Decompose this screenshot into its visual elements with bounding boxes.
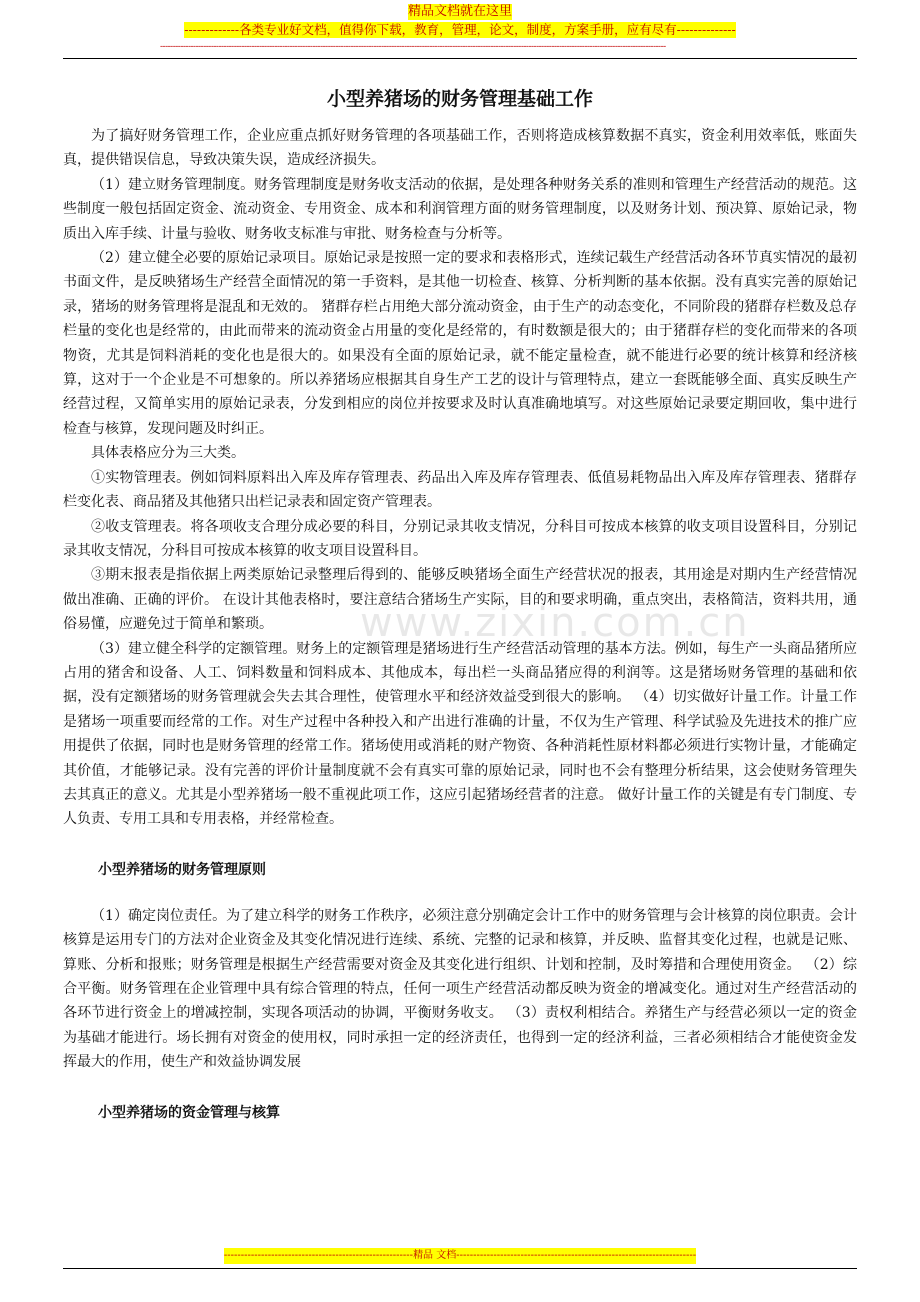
heading-funds: 小型养猪场的资金管理与核算 [98, 1104, 280, 1121]
document-body [63, 86, 857, 1125]
promo-banner [0, 22, 920, 38]
top-banner [0, 4, 920, 20]
promo-banner-text: -------------各类专业好文档，值得你下载，教育，管理，论文，制度，方案手册，应有尽有-------------- [184, 22, 736, 37]
paragraph-quota: （3）建立健全科学的定额管理。财务上的定额管理是猪场进行生产经营活动管理的基本方法。例如，每生产一头商品猪所应占用的猪舍和设备、人工、饲料数量和饲料成本、其他成本，每出栏一头商品猪应得的利润等。这是猪场财务管理的基础和依据，没有定额猪场的财务管理就会失去其合理性，使管理水平和经济效益受到很大的影响。 （4）切实做好计量工作。计量工作是猪场一项重要而经常的工作。对生产过程中各种投入和产出进行准确的计量，不仅为生产管理、科学试验及先进技术的推广应用提供了依据，同时也是财务管理的经常工作。猪场使用或消耗的财产物资、各种消耗性原材料都必须进行实物计量，才能确定其价值，才能够记录。没有完善的评价计量制度就不会有真实可靠的原始记录，同时也不会有整理分析结果，这会使财务管理失去其真正的意义。尤其是小型养猪场一般不重视此项工作，这应引起猪场经营者的注意。 做好计量工作的关键是有专门制度、专人负责、专用工具和专用表格，并经常检查。 [63, 640, 857, 828]
paragraph-records: （2）建立健全必要的原始记录项目。原始记录是按照一定的要求和表格形式，连续记载生产经营活动各环节真实情况的最初书面文件，是反映猪场生产经营全面情况的第一手资料，是其他一切检查、核算、分析判断的基本依据。没有真实完善的原始记录，猪场的财务管理将是混乱和无效的。 猪群存栏占用绝大部分流动资金，由于生产的动态变化，不同阶段的猪群存栏数及总存栏量的变化也是经常的，由此而带来的流动资金占用量的变化是经常的，有时数额是很大的；由于猪群存栏的变化而带来的各项物资，尤其是饲料消耗的变化也是很大的。如果没有全面的原始记录，就不能定量检查，就不能进行必要的统计核算和经济核算，这对于一个企业是不可想象的。所以养猪场应根据其自身生产工艺的设计与管理特点，建立一套既能够全面、真实反映生产经营过程，又简单实用的原始记录表，分发到相应的岗位并按要求及时认真准确地填写。对这些原始记录要定期回收，集中进行检查与核算，发现问题及时纠正。 [63, 250, 857, 437]
paragraph-material-table: ①实物管理表。例如饲料原料出入库及库存管理表、药品出入库及库存管理表、低值易耗物品出入库及库存管理表、猪群存栏变化表、商品猪及其他猪只出栏记录表和固定资产管理表。 [63, 469, 857, 511]
paragraph-system: （1）建立财务管理制度。财务管理制度是财务收支活动的依据，是处理各种财务关系的准则和管理生产经营活动的规范。这些制度一般包括固定资金、流动资金、专用资金、成本和利润管理方面的财务管理制度，以及财务计划、预决算、原始记录，物质出入库手续、计量与验收、财务收支标准与审批、财务检查与分析等。 [63, 176, 857, 242]
footer-banner [160, 1248, 760, 1264]
paragraph-intro: 为了搞好财务管理工作，企业应重点抓好财务管理的各项基础工作，否则将造成核算数据不真实，资金利用效率低，账面失真，提供错误信息，导致决策失误，造成经济损失。 [63, 128, 857, 169]
paragraph-table-types: 具体表格应分为三大类。 [91, 445, 245, 462]
paragraph-income-table: ②收支管理表。将各项收支合理分成必要的科目，分别记录其收支情况，分科目可按成本核算的收支项目设置科目，分别记录其收支情况，分科目可按成本核算的收支项目设置科目。 [63, 518, 857, 559]
footer-rule [63, 1268, 857, 1269]
paragraph-principles: （1）确定岗位责任。为了建立科学的财务工作秩序，必须注意分别确定会计工作中的财务管理与会计核算的岗位职责。会计核算是运用专门的方法对企业资金及其变化情况进行连续、系统、完整的记录和核算，并反映、监督其变化过程，也就是记账、算账、分析和报账；财务管理是根据生产经营需要对资金及其变化进行组织、计划和控制，及时筹措和合理使用资金。 （2）综合平衡。财务管理在企业管理中具有综合管理的特点，任何一项生产经营活动都反映为资金的增减变化。通过对生产经营活动的各环节进行资金上的增减控制，实现各项活动的协调，平衡财务收支。 （3）责权利相结合。养猪生产与经营必须以一定的资金为基础才能进行。场长拥有对资金的使用权，同时承担一定的经济责任，也得到一定的经济利益，三者必须相结合才能使资金发挥最大的作用，使生产和效益协调发展 [63, 907, 857, 1071]
watermark: www.zixin.com.cn [360, 600, 750, 646]
document-title: 小型养猪场的财务管理基础工作 [326, 88, 593, 110]
paragraph-period-report: ③期末报表是指依据上两类原始记录整理后得到的、能够反映猪场全面生产经营状况的报表，其用途是对期内生产经营情况做出准确、正确的评价。 在设计其他表格时，要注意结合猪场生产实际，目的和要求明确，重点突出，表格简洁，资料共用，通俗易懂，应避免过于简单和繁琐。 [63, 567, 857, 633]
top-banner-text: 精品文档就在这里 [407, 4, 512, 19]
heading-principles: 小型养猪场的财务管理原则 [98, 861, 266, 878]
dashed-banner-line: ------------------------------------------------------------------------------------------------------------------------------------------------------------------------------------------------------- [160, 42, 666, 52]
footer-banner-text: --------------------------------------------------------精品 文档----------------------------------------------------------------------- [224, 1248, 696, 1264]
header-rule [63, 58, 857, 59]
